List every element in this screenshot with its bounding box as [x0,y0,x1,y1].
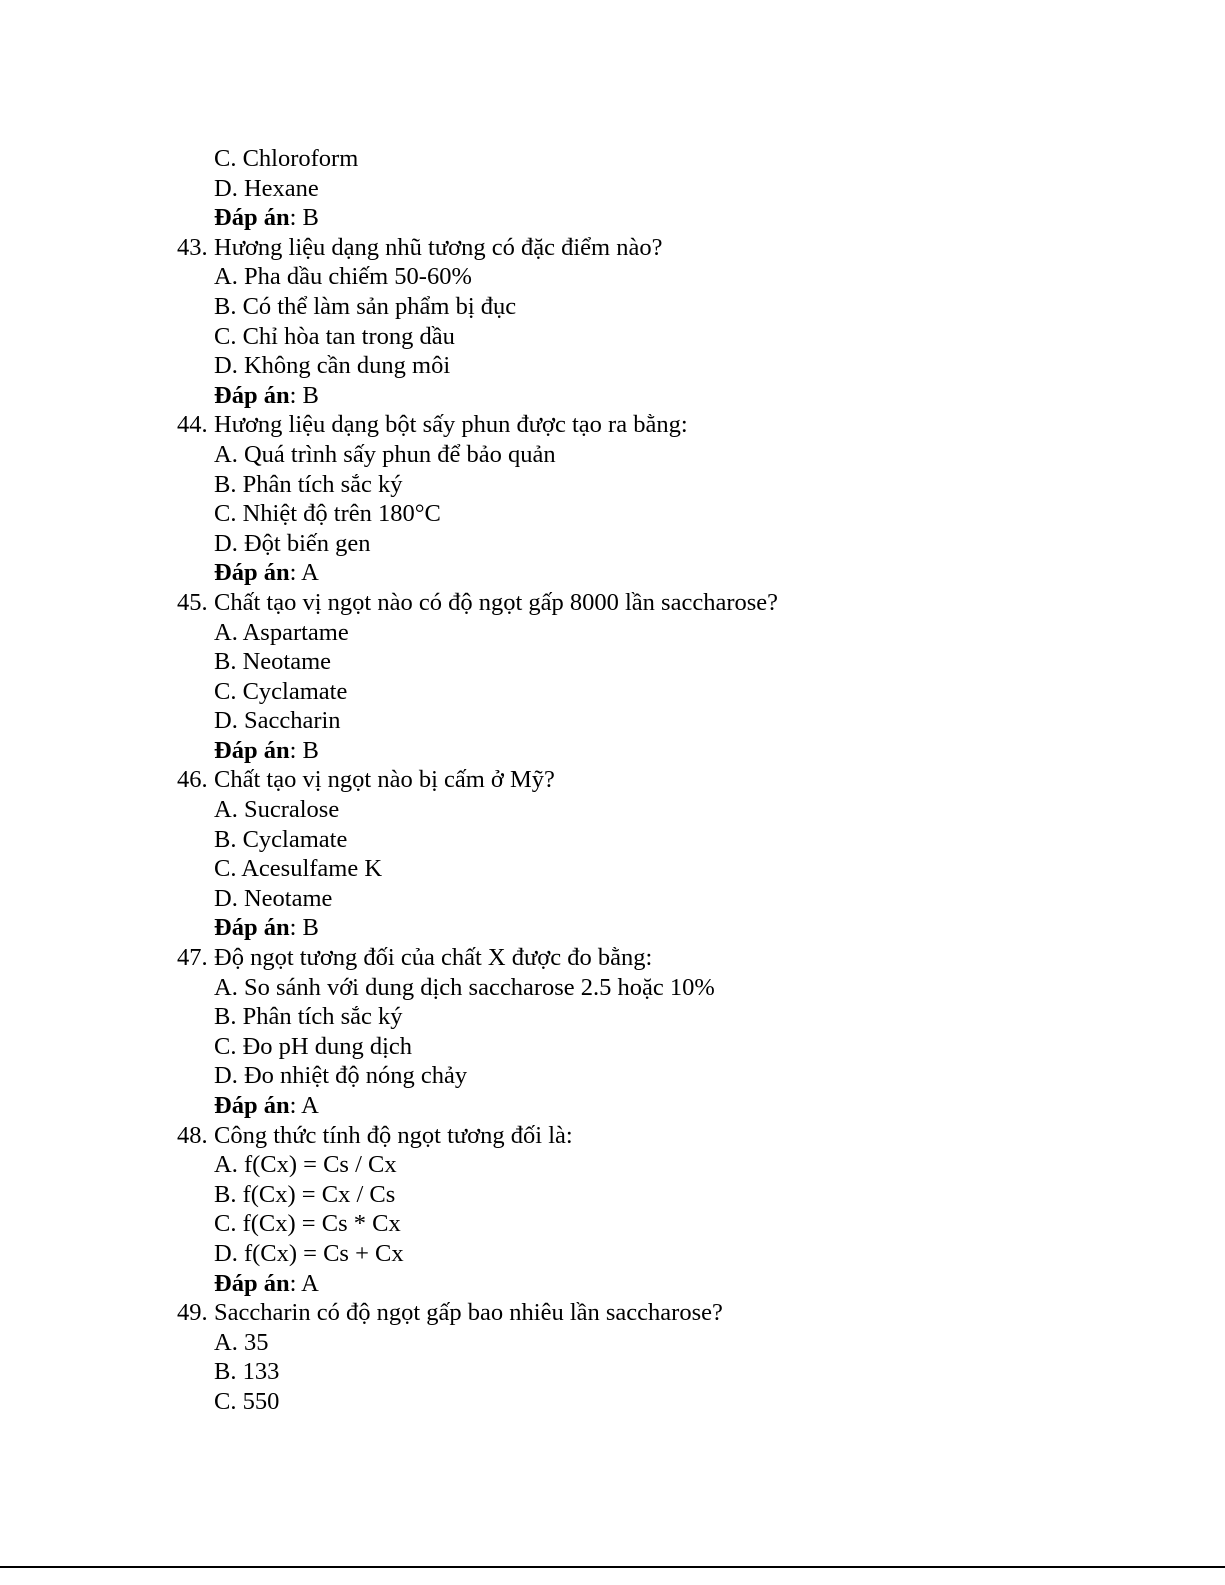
answer-value: A [301,1092,319,1119]
answer-line: Đáp án: A [214,1092,319,1119]
question-text: Chất tạo vị ngọt nào có độ ngọt gấp 8000 lần saccharose? [214,588,779,616]
question-number: 44. [177,411,208,439]
option-text: A. Sucralose [214,796,340,824]
question-46 [0,765,1225,795]
answer-value: A [301,1269,319,1297]
option-text: C. 550 [214,1387,280,1415]
answer-value: B [302,204,319,232]
answer-label: Đáp án [214,1269,290,1297]
answer-line: Đáp án: A [214,1269,319,1297]
question-number: 45. [177,588,208,616]
option-text: A. f(Cx) = Cs / Cx [214,1151,397,1179]
question-number: 46. [177,766,208,794]
option-text: A. 35 [214,1328,269,1356]
question-number: 48. [177,1121,208,1149]
question-text: Hương liệu dạng nhũ tương có đặc điểm nào? [214,233,663,261]
option-text: D. Saccharin [214,707,341,735]
answer-label: Đáp án [214,381,290,409]
answer-line: Đáp án: A [214,559,319,587]
answer-line: Đáp án: B [214,914,319,942]
option-text: D. Neotame [214,884,333,912]
answer-line: Đáp án: B [214,736,319,764]
question-number: 43. [177,233,208,261]
answer-label: Đáp án [214,559,290,587]
question-44 [0,410,1225,440]
document-page [0,144,1225,1417]
option-text: D. Không cần dung môi [214,352,451,380]
answer-label: Đáp án [214,1092,290,1119]
option-text: D. Hexane [214,174,319,202]
option-text: C. f(Cx) = Cs * Cx [214,1210,401,1238]
option-text: D. f(Cx) = Cs + Cx [214,1239,404,1267]
option-text: A. Aspartame [214,618,349,646]
answer-value: B [302,736,319,764]
answer-label: Đáp án [214,204,290,232]
option-text: A. Quá trình sấy phun để bảo quản [214,440,556,468]
answer-value: B [302,381,319,409]
option-text: D. Đo nhiệt độ nóng chảy [214,1062,468,1090]
answer-label: Đáp án [214,736,290,764]
question-text: Saccharin có độ ngọt gấp bao nhiêu lần saccharose? [214,1299,723,1327]
answer-line: Đáp án: B [214,381,319,409]
answer-value: A [301,559,319,587]
question-text: Độ ngọt tương đối của chất X được đo bằng: [214,944,653,972]
option-text: C. Nhiệt độ trên 180°C [214,500,441,528]
page-bottom-border [0,1566,1225,1568]
option-text: C. Chỉ hòa tan trong dầu [214,322,455,350]
question-48 [0,1121,1225,1151]
option-text: B. Có thể làm sản phẩm bị đục [214,292,517,320]
option-text: B. f(Cx) = Cx / Cs [214,1180,396,1208]
option-text: C. Đo pH dung dịch [214,1032,413,1060]
answer-value: B [302,914,319,942]
option-text: A. Pha dầu chiếm 50-60% [214,263,472,291]
option-text: B. Phân tích sắc ký [214,470,403,498]
question-43 [0,233,1225,263]
option-text: C. Acesulfame K [214,855,383,883]
question-text: Chất tạo vị ngọt nào bị cấm ở Mỹ? [214,766,555,794]
question-text: Hương liệu dạng bột sấy phun được tạo ra bằng: [214,411,688,439]
question-47 [0,943,1225,973]
question-number: 47. [177,944,208,972]
question-text: Công thức tính độ ngọt tương đối là: [214,1121,573,1149]
question-number: 49. [177,1299,208,1327]
answer-label: Đáp án [214,914,290,942]
option-text: D. Đột biến gen [214,529,371,557]
option-text: B. Cyclamate [214,825,348,853]
option-text: A. So sánh với dung dịch saccharose 2.5 hoặc 10% [214,973,715,1001]
question-45 [0,588,1225,618]
option-text: B. Phân tích sắc ký [214,1003,403,1031]
answer-line: Đáp án: B [214,204,319,232]
option-text: C. Cyclamate [214,677,348,705]
option-text: B. 133 [214,1358,280,1386]
option-text: C. Chloroform [214,145,359,172]
option-text: B. Neotame [214,648,332,676]
question-49 [0,1298,1225,1328]
